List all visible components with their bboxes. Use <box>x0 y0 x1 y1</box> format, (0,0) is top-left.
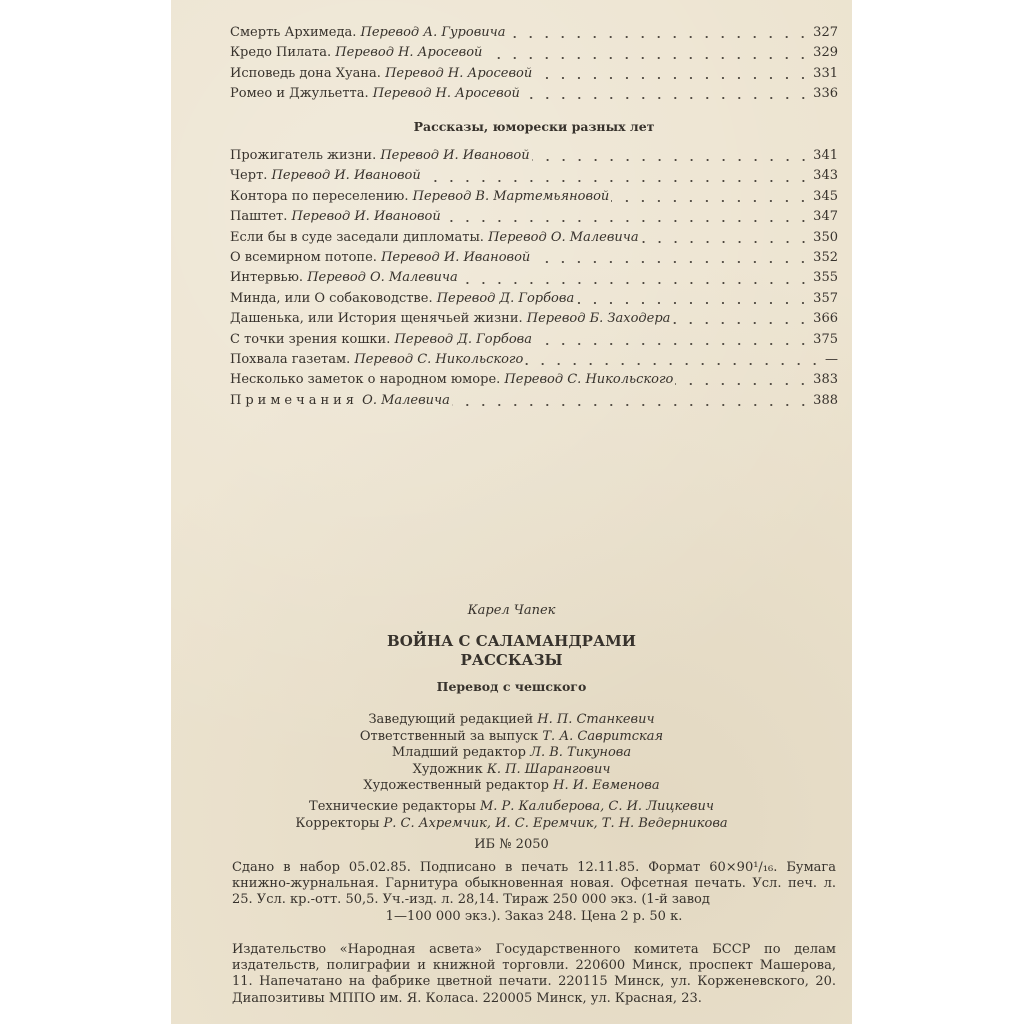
book-title-line1: ВОЙНА С САЛАМАНДРАМИ <box>387 632 636 650</box>
credit-line <box>171 729 852 746</box>
toc-entry-translator: Перевод И. Ивановой <box>381 249 531 265</box>
section-heading: Рассказы, юморески разных лет <box>413 119 655 134</box>
toc-entry-title: С точки зрения кошки. <box>230 331 391 347</box>
toc-entry <box>230 391 838 411</box>
dot-leader <box>452 404 811 406</box>
toc-entry <box>230 309 838 329</box>
toc-entry-page: 352 <box>813 249 838 265</box>
toc-entry-title: О всемирном потопе. <box>230 249 377 265</box>
toc-entry-page: 357 <box>813 290 838 306</box>
toc-entry-translator: Перевод О. Малевича <box>307 270 458 286</box>
toc-entry <box>230 289 838 309</box>
dot-leader <box>532 159 812 161</box>
toc-entry-translator: Перевод Д. Горбова <box>394 331 532 347</box>
toc-entry-title: Кредо Пилата. <box>230 45 332 61</box>
toc-entry <box>230 43 838 63</box>
toc-entry <box>230 187 838 207</box>
toc-entry-page: 329 <box>813 45 838 61</box>
dot-leader <box>534 77 811 79</box>
toc-entry-title: Минда, или О собаководстве. <box>230 290 433 306</box>
toc-entry-translator: О. Малевича <box>362 392 450 408</box>
toc-entry-page: 388 <box>813 392 838 408</box>
toc-entry-title: Несколько заметок о народном юморе. <box>230 372 501 388</box>
toc-entry-page: 350 <box>813 229 838 245</box>
toc-entry-title: Похвала газетам. <box>230 351 351 367</box>
toc-entry-translator: Перевод Д. Горбова <box>436 290 575 306</box>
dot-leader <box>576 302 811 304</box>
toc-entry-page: 343 <box>813 168 838 184</box>
credits-list <box>171 712 852 832</box>
toc-entry-translator: Перевод С. Никольского <box>354 351 524 367</box>
toc-entry-translator: Перевод Н. Аросевой <box>335 45 483 61</box>
print-details-text: Сдано в набор 05.02.85. Подписано в печать 12.11.85. Формат 60×90¹/₁₆. Бумага книжно-журнальная. Гарнитура обыкновенная новая. Офсетная печать. Усл. печ. л. 25. Усл. кр.-отт. 50,5. Уч.-изд. л. 28,14. Тираж 250 000 экз. (1-й завод <box>232 860 836 908</box>
credit-role: Младший редактор <box>391 745 526 761</box>
dot-leader <box>460 282 811 284</box>
book-title-line2: РАССКАЗЫ <box>460 651 563 669</box>
credit-role: Технические редакторы <box>309 798 476 814</box>
credit-names: Н. И. Евменова <box>553 778 660 794</box>
toc-entry-title: Контора по переселению. <box>230 188 409 204</box>
toc-entry-page: 345 <box>813 188 838 204</box>
toc-entry-title: Исповедь дона Хуана. <box>230 65 381 81</box>
table-of-contents-part1 <box>230 23 838 105</box>
dot-leader <box>532 261 811 263</box>
toc-entry-page: 355 <box>813 270 838 286</box>
toc-entry-title: Черт. <box>230 168 268 184</box>
dot-leader <box>423 180 811 182</box>
toc-entry-page: 375 <box>813 331 838 347</box>
credit-role: Художественный редактор <box>363 778 549 794</box>
toc-entry-page: 347 <box>813 209 838 225</box>
credit-line <box>171 712 852 729</box>
ib-number: ИБ № 2050 <box>474 837 549 852</box>
toc-entry-page: 331 <box>813 65 838 81</box>
translation-note: Перевод с чешского <box>436 679 587 694</box>
dot-leader <box>641 241 812 243</box>
toc-entry-translator: Перевод С. Никольского <box>504 372 674 388</box>
dot-leader <box>525 363 823 365</box>
book-author: Карел Чапек <box>467 603 556 618</box>
toc-entry-translator: Перевод Н. Аросевой <box>372 86 520 102</box>
table-of-contents-part2 <box>230 146 838 411</box>
credit-role: Ответственный за выпуск <box>359 728 539 744</box>
credit-role: Корректоры <box>295 815 380 831</box>
toc-entry-translator: Перевод В. Мартемьяновой <box>412 188 610 204</box>
credit-line <box>171 762 852 779</box>
credit-names: Р. С. Ахремчик, И. С. Еремчик, Т. Н. Ведерникова <box>383 815 728 831</box>
dot-leader <box>484 57 811 59</box>
toc-entry <box>230 64 838 84</box>
toc-entry-title: Если бы в суде заседали дипломаты. <box>230 229 484 245</box>
toc-entry-translator: Перевод А. Гуровича <box>360 25 506 40</box>
credit-names: Н. П. Станкевич <box>537 712 655 727</box>
dot-leader <box>534 343 811 345</box>
toc-entry <box>230 330 838 350</box>
toc-entry-page: — <box>825 351 838 367</box>
dot-leader <box>675 383 811 385</box>
credit-role: Заведующий редакцией <box>368 712 534 727</box>
toc-entry <box>230 370 838 390</box>
toc-entry-title: Прожигатель жизни. <box>230 148 377 163</box>
toc-entry-translator: Перевод И. Ивановой <box>271 168 421 184</box>
toc-entry-title: Интервью. <box>230 270 304 286</box>
toc-entry-page: 383 <box>813 372 838 388</box>
toc-entry <box>230 268 838 288</box>
toc-entry <box>230 146 838 166</box>
toc-entry-title: Смерть Архимеда. <box>230 25 357 40</box>
toc-entry <box>230 84 838 104</box>
toc-entry-title: Примечания <box>230 392 359 408</box>
credit-line <box>171 778 852 795</box>
toc-entry <box>230 207 838 227</box>
toc-entry-page: 327 <box>813 25 838 40</box>
toc-entry <box>230 228 838 248</box>
credit-line <box>171 799 852 816</box>
book-title <box>171 632 852 670</box>
credit-names: Т. А. Савритская <box>542 728 664 744</box>
credit-names: Л. В. Тикунова <box>530 745 632 761</box>
toc-entry-page: 336 <box>813 86 838 102</box>
credit-role: Художник <box>412 761 483 777</box>
toc-entry-translator: Перевод Б. Заходера <box>526 311 671 327</box>
dot-leader <box>507 36 811 38</box>
credit-line <box>171 745 852 762</box>
print-details <box>232 860 836 925</box>
toc-entry <box>230 248 838 268</box>
toc-entry <box>230 350 838 370</box>
credit-names: М. Р. Калиберова, С. И. Лицкевич <box>479 798 714 814</box>
toc-entry-page: 341 <box>813 148 838 163</box>
toc-entry <box>230 23 838 43</box>
dot-leader <box>672 322 811 324</box>
credit-names: К. П. Шарангович <box>486 761 611 777</box>
print-details-last-line: 1—100 000 экз.). Заказ 248. Цена 2 р. 50 к. <box>385 908 683 924</box>
toc-entry-translator: Перевод И. Ивановой <box>291 209 441 225</box>
dot-leader <box>443 220 811 222</box>
toc-entry-translator: Перевод О. Малевича <box>488 229 639 245</box>
toc-entry-title: Ромео и Джульетта. <box>230 86 369 102</box>
toc-entry <box>230 166 838 186</box>
credit-line <box>171 816 852 833</box>
toc-entry-page: 366 <box>813 311 838 327</box>
toc-entry-translator: Перевод Н. Аросевой <box>385 65 533 81</box>
dot-leader <box>611 200 811 202</box>
toc-entry-translator: Перевод И. Ивановой <box>380 148 530 163</box>
toc-entry-title: Дашенька, или История щенячьей жизни. <box>230 311 523 327</box>
toc-entry-title: Паштет. <box>230 209 288 225</box>
dot-leader <box>522 97 811 99</box>
publisher-info: Издательство «Народная асвета» Государственного комитета БССР по делам издательств, полиграфии и книжной торговли. 220600 Минск, проспект Машерова, 11. Напечатано на фабрике цветной печати. 220115 Минск, ул. Корженевского, 20. Диапозитивы МППО им. Я. Коласа. 220005 Минск, ул. Красная, 23. <box>232 942 836 1006</box>
